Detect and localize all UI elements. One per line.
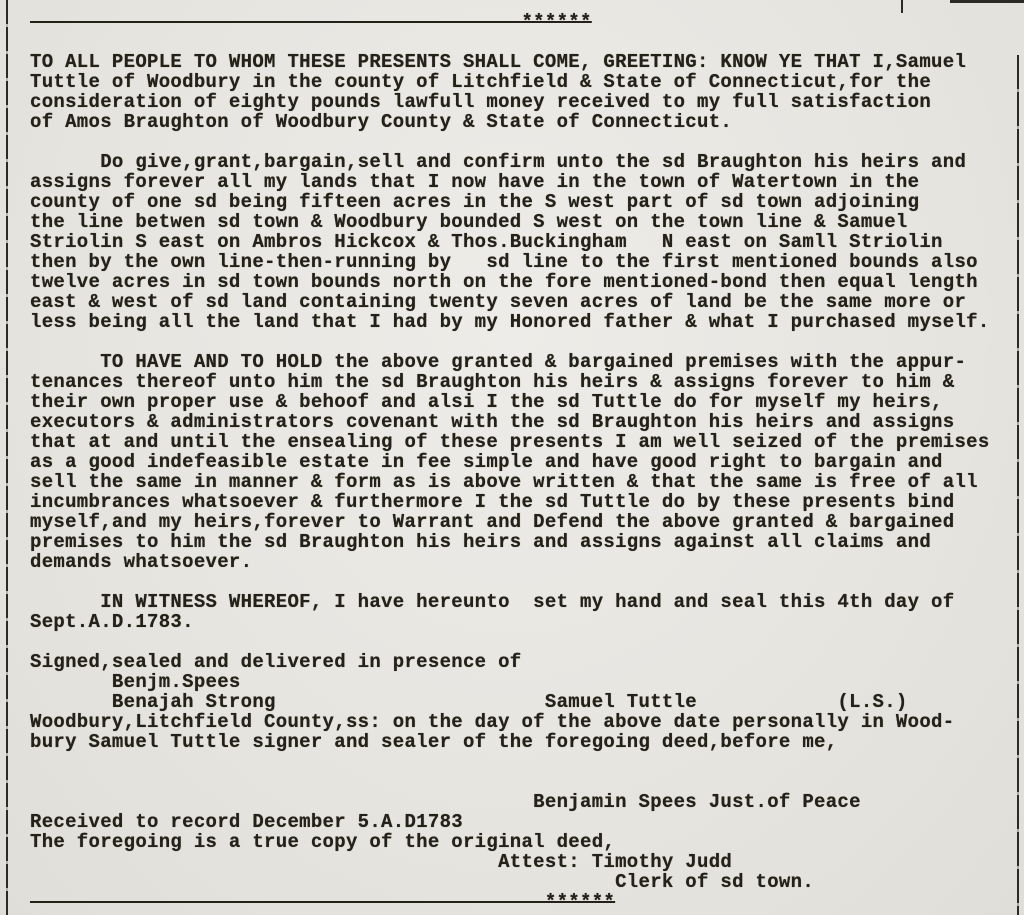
- text-line: bury Samuel Tuttle signer and sealer of the foregoing deed,before me,: [30, 731, 838, 753]
- text-line: Benjamin Spees Just.of Peace: [30, 791, 861, 813]
- text-line: Attest: Timothy Judd: [30, 851, 733, 873]
- text-line: east & west of sd land containing twenty seven acres of land be the same more or: [30, 291, 967, 313]
- text-line: Striolin S east on Ambros Hickcox & Thos.Buckingham N east on Samll Striolin: [30, 231, 943, 253]
- text-line: myself,and my heirs,forever to Warrant and Defend the above granted & bargained: [30, 511, 955, 533]
- text-line: executors & administrators covenant with the sd Braughton his heirs and assigns: [30, 411, 955, 433]
- text-line: Benjm.Spees: [30, 671, 241, 693]
- text-line: TO ALL PEOPLE TO WHOM THESE PRESENTS SHALL COME, GREETING: KNOW YE THAT I,Samuel: [30, 51, 967, 73]
- text-line: [30, 132, 1024, 152]
- text-line: Sept.A.D.1783.: [30, 611, 194, 633]
- text-line: Do give,grant,bargain,sell and confirm unto the sd Braughton his heirs and: [30, 151, 967, 173]
- text-line: Signed,sealed and delivered in presence of: [30, 651, 522, 673]
- text-line: tenances thereof unto him the sd Braughton his heirs & assigns forever to him &: [30, 371, 955, 393]
- text-line: incumbrances whatsoever & furthermore I the sd Tuttle do by these presents bind: [30, 491, 955, 513]
- text-line: [30, 32, 1024, 52]
- text-line: Benajah Strong Samuel Tuttle (L.S.): [30, 691, 908, 713]
- text-line: the line betwen sd town & Woodbury bounded S west on the town line & Samuel: [30, 211, 908, 233]
- asterisk-divider: ******: [30, 11, 592, 33]
- text-line: TO HAVE AND TO HOLD the above granted & bargained premises with the appur-: [30, 351, 967, 373]
- text-line: sell the same in manner & form as is above written & that the same is free of all: [30, 471, 978, 493]
- text-line: [30, 332, 1024, 352]
- deed-lines: [30, 12, 1024, 912]
- text-line: consideration of eighty pounds lawfull money received to my full satisfaction: [30, 91, 932, 113]
- text-line: [30, 772, 1024, 792]
- text-line: The foregoing is a true copy of the original deed,: [30, 831, 616, 853]
- text-line: Clerk of sd town.: [30, 871, 815, 893]
- scan-artifact-top-right-line: [950, 0, 1024, 3]
- page-edge-line-left: [6, 0, 8, 915]
- text-line: that at and until the ensealing of these presents I am well seized of the premises: [30, 431, 990, 453]
- text-line: Woodbury,Litchfield County,ss: on the day of the above date personally in Wood-: [30, 711, 955, 733]
- text-line: [30, 572, 1024, 592]
- text-line: as a good indefeasible estate in fee simple and have good right to bargain and: [30, 451, 943, 473]
- text-line: [30, 632, 1024, 652]
- asterisk-divider: ******: [30, 891, 616, 913]
- text-line: then by the own line-then-running by sd line to the first mentioned bounds also: [30, 251, 978, 273]
- text-line: of Amos Braughton of Woodbury County & State of Connecticut.: [30, 111, 733, 133]
- deed-document: [30, 12, 1024, 912]
- text-line: Received to record December 5.A.D1783: [30, 811, 463, 833]
- text-line: demands whatsoever.: [30, 551, 253, 573]
- text-line: twelve acres in sd town bounds north on the fore mentioned-bond then equal length: [30, 271, 978, 293]
- text-line: IN WITNESS WHEREOF, I have hereunto set my hand and seal this 4th day of: [30, 591, 955, 613]
- text-line: [30, 752, 1024, 772]
- text-line: their own proper use & behoof and alsi I the sd Tuttle do for myself my heirs,: [30, 391, 943, 413]
- text-line: less being all the land that I had by my Honored father & what I purchased myself.: [30, 311, 990, 333]
- text-line: Tuttle of Woodbury in the county of Litchfield & State of Connecticut,for the: [30, 71, 932, 93]
- text-line: premises to him the sd Braughton his heirs and assigns against all claims and: [30, 531, 932, 553]
- text-line: county of one sd being fifteen acres in the S west part of sd town adjoining: [30, 191, 920, 213]
- text-line: assigns forever all my lands that I now have in the town of Watertown in the: [30, 171, 920, 193]
